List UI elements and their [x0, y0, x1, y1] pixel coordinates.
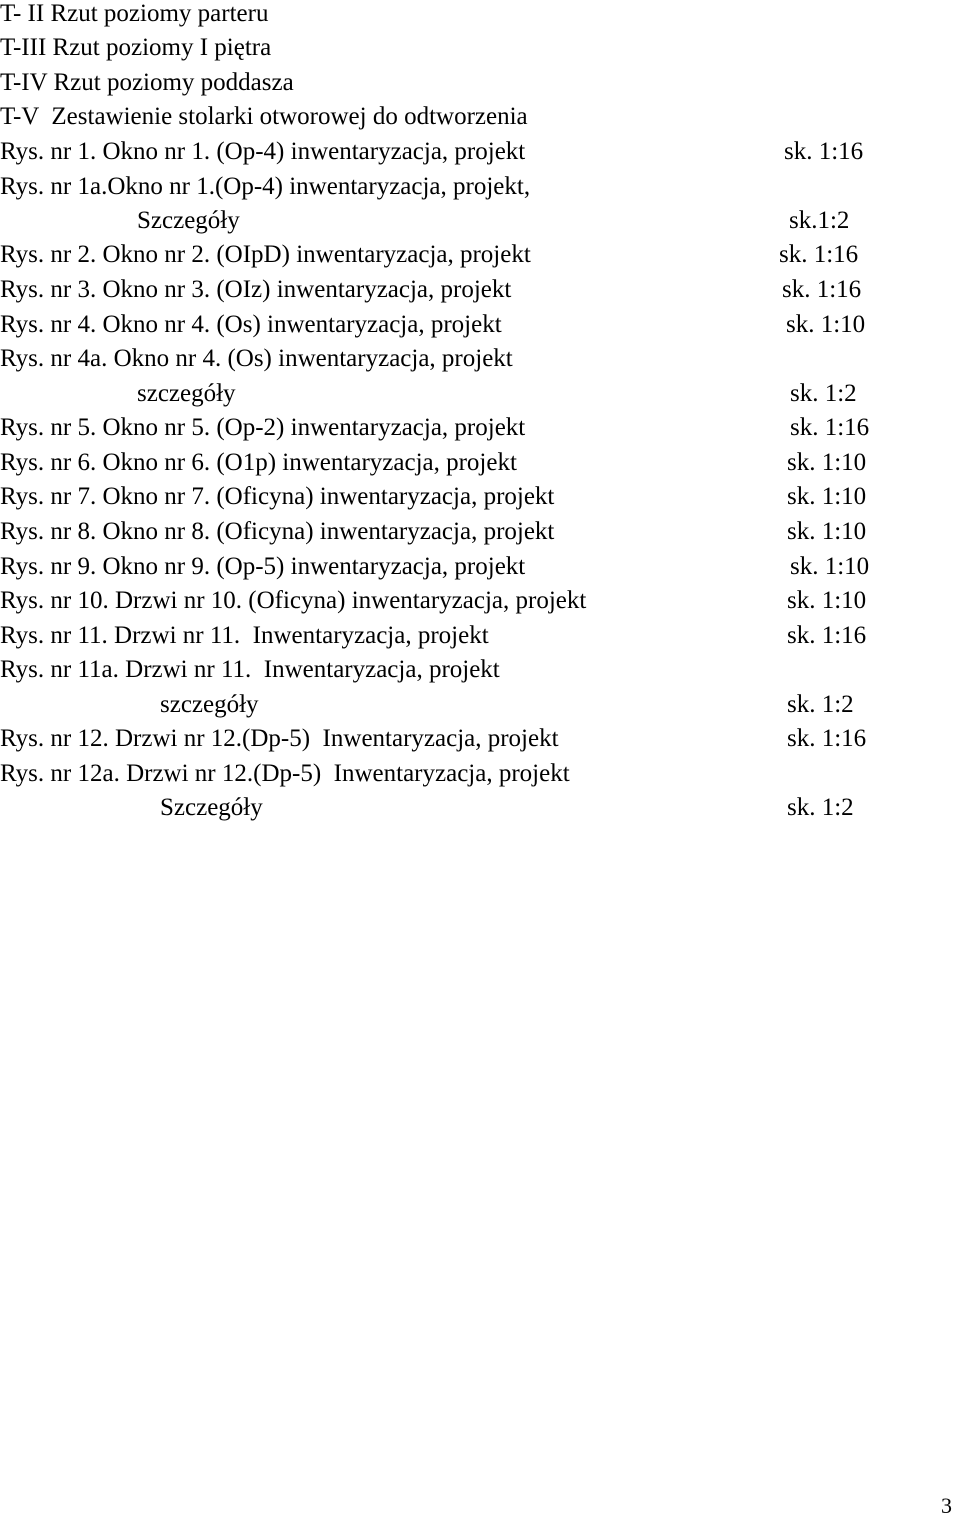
scale-rys12: sk. 1:16 [787, 725, 867, 752]
list-line-rys1a: Rys. nr 1a.Okno nr 1.(Op-4) inwentaryzacja, projekt, [0, 173, 531, 200]
list-line-rys8: Rys. nr 8. Okno nr 8. (Oficyna) inwentaryzacja, projekt [0, 518, 555, 545]
list-line-rys10: Rys. nr 10. Drzwi nr 10. (Oficyna) inwentaryzacja, projekt [0, 587, 587, 614]
list-line-rys4a: Rys. nr 4a. Okno nr 4. (Os) inwentaryzacja, projekt [0, 345, 513, 372]
list-line-rys5: Rys. nr 5. Okno nr 5. (Op-2) inwentaryzacja, projekt [0, 414, 526, 441]
scale-rys9: sk. 1:10 [790, 553, 870, 580]
list-line-t2: T- II Rzut poziomy parteru [0, 0, 269, 27]
scale-rys1a: sk.1:2 [789, 207, 850, 234]
list-line-rys11a: Rys. nr 11a. Drzwi nr 11. Inwentaryzacja, projekt [0, 656, 500, 683]
list-line-rys9: Rys. nr 9. Okno nr 9. (Op-5) inwentaryzacja, projekt [0, 553, 526, 580]
page-number: 3 [941, 1493, 952, 1518]
scale-rys10: sk. 1:10 [787, 587, 867, 614]
list-line-rys4: Rys. nr 4. Okno nr 4. (Os) inwentaryzacja, projekt [0, 311, 502, 338]
scale-rys4a: sk. 1:2 [790, 380, 857, 407]
list-line-t4: T-IV Rzut poziomy poddasza [0, 69, 294, 96]
list-line-rys6: Rys. nr 6. Okno nr 6. (O1p) inwentaryzacja, projekt [0, 449, 517, 476]
scale-rys8: sk. 1:10 [787, 518, 867, 545]
list-line-rys12a: Rys. nr 12a. Drzwi nr 12.(Dp-5) Inwentaryzacja, projekt [0, 760, 570, 787]
list-line-rys1: Rys. nr 1. Okno nr 1. (Op-4) inwentaryzacja, projekt [0, 138, 526, 165]
scale-rys11a: sk. 1:2 [787, 691, 854, 718]
scale-rys11: sk. 1:16 [787, 622, 867, 649]
list-line-rys4a-details: szczegóły [137, 380, 236, 407]
scale-rys5: sk. 1:16 [790, 414, 870, 441]
list-line-t5: T-V Zestawienie stolarki otworowej do odtworzenia [0, 103, 528, 130]
scale-rys2: sk. 1:16 [779, 241, 859, 268]
list-line-t3: T-III Rzut poziomy I piętra [0, 34, 272, 61]
list-line-rys12: Rys. nr 12. Drzwi nr 12.(Dp-5) Inwentaryzacja, projekt [0, 725, 559, 752]
list-line-rys12a-details: Szczegóły [160, 794, 263, 821]
list-line-rys3: Rys. nr 3. Okno nr 3. (OIz) inwentaryzacja, projekt [0, 276, 512, 303]
list-line-rys11: Rys. nr 11. Drzwi nr 11. Inwentaryzacja, projekt [0, 622, 489, 649]
list-line-rys1a-details: Szczegóły [137, 207, 240, 234]
scale-rys4: sk. 1:10 [786, 311, 866, 338]
scale-rys1: sk. 1:16 [784, 138, 864, 165]
list-line-rys11a-details: szczegóły [160, 691, 259, 718]
list-line-rys2: Rys. nr 2. Okno nr 2. (OIpD) inwentaryzacja, projekt [0, 241, 531, 268]
list-line-rys7: Rys. nr 7. Okno nr 7. (Oficyna) inwentaryzacja, projekt [0, 483, 555, 510]
scale-rys7: sk. 1:10 [787, 483, 867, 510]
scale-rys12a: sk. 1:2 [787, 794, 854, 821]
scale-rys6: sk. 1:10 [787, 449, 867, 476]
scale-rys3: sk. 1:16 [782, 276, 862, 303]
